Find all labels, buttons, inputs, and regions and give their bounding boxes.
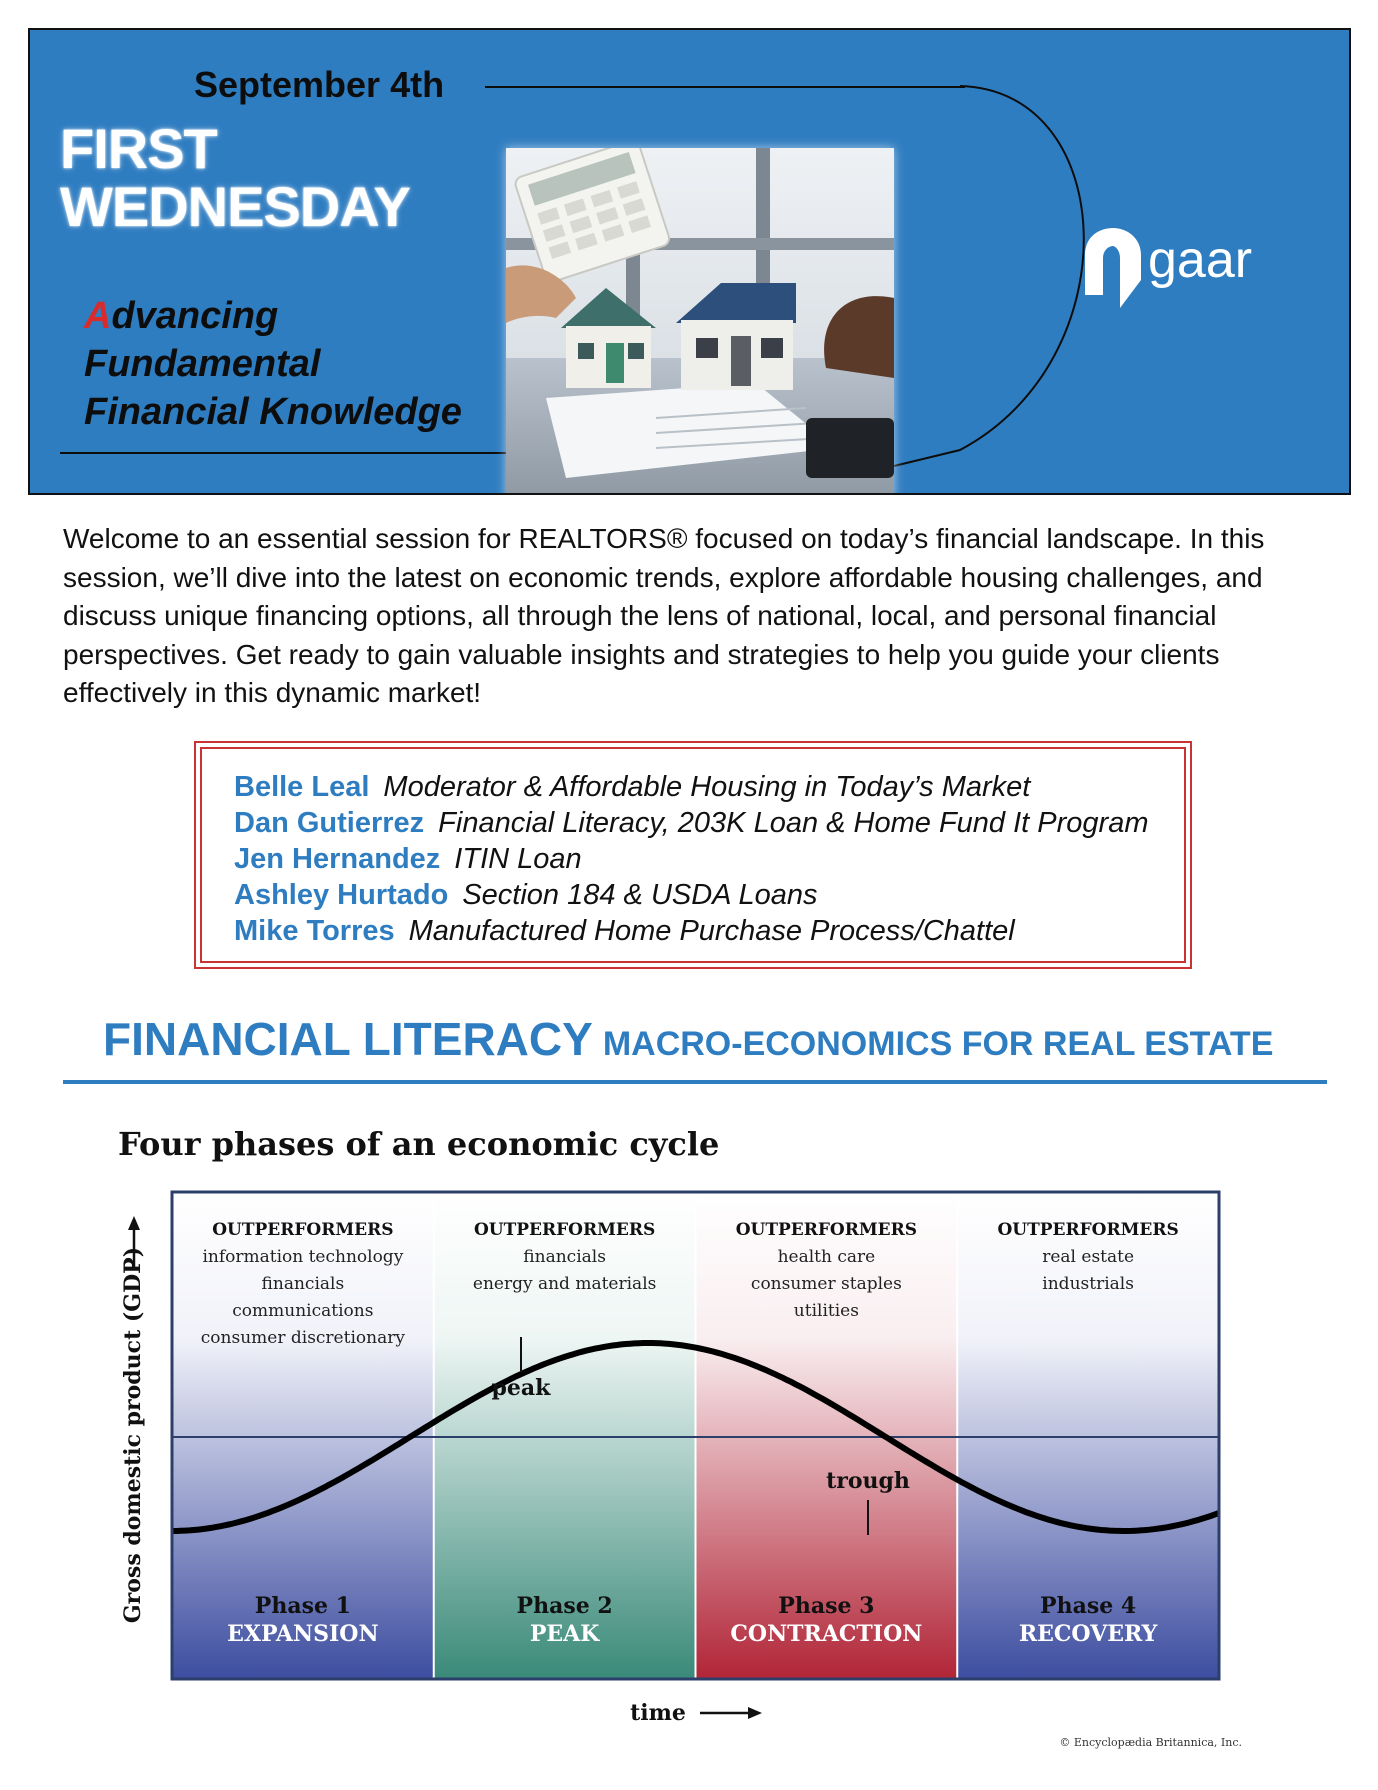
peak-label: peak (491, 1375, 551, 1401)
speaker-topic: Section 184 & USDA Loans (462, 879, 818, 911)
phase-number: Phase 2 (516, 1593, 613, 1619)
speaker-topic: Financial Literacy, 203K Loan & Home Fund It Program (438, 807, 1149, 839)
sector-label: information technology (202, 1247, 404, 1267)
intro-paragraph: Welcome to an essential session for REALTORS® focused on today’s financial landscape. In this session, we’ll dive into the latest on economic trends, explore affordable housing challenges, and discuss unique financing options, all through the lens of national, local, and personal financial perspectives. Get ready to gain valuable insights and strategies to help you guide your clients effectively in this dynamic market! (63, 523, 1265, 708)
sector-label: health care (777, 1247, 876, 1267)
sector-label: financials (523, 1247, 606, 1267)
sector-label: communications (232, 1301, 374, 1321)
sector-label: consumer discretionary (200, 1328, 405, 1348)
chart-title: Four phases of an economic cycle (118, 1125, 720, 1163)
sector-label: industrials (1042, 1274, 1134, 1294)
phase-number: Phase 4 (1040, 1593, 1137, 1619)
subtitle-line3: Financial Knowledge (84, 391, 462, 433)
phase-name: EXPANSION (227, 1621, 379, 1647)
speaker-topic: Manufactured Home Purchase Process/Chattel (408, 915, 1015, 947)
outperformers-heading: OUTPERFORMERS (735, 1220, 918, 1240)
trough-label: trough (826, 1468, 910, 1494)
subtitle-line1: dvancing (111, 295, 279, 337)
outperformers-heading: OUTPERFORMERS (473, 1220, 656, 1240)
event-title-line2: WEDNESDAY (60, 175, 410, 238)
speaker-name: Dan Gutierrez (234, 807, 425, 839)
speaker-topic: Moderator & Affordable Housing in Today’s Market (383, 771, 1031, 803)
sector-label: financials (261, 1274, 345, 1294)
phase-name: PEAK (529, 1621, 600, 1647)
sector-label: consumer staples (750, 1274, 902, 1294)
speaker-name: Belle Leal (234, 771, 370, 803)
subtitle-line2: Fundamental (84, 343, 321, 385)
section-title: FINANCIAL LITERACY (103, 1013, 593, 1065)
phase-name: CONTRACTION (730, 1621, 923, 1647)
logo-wordmark: gaar (1148, 231, 1253, 289)
speaker-topic: ITIN Loan (454, 843, 582, 875)
sector-label: energy and materials (472, 1274, 657, 1294)
sector-label: real estate (1042, 1247, 1135, 1267)
phase-number: Phase 3 (778, 1593, 875, 1619)
x-axis-arrowhead (748, 1707, 762, 1719)
sector-label: utilities (793, 1301, 859, 1321)
subtitle-initial: A (84, 295, 112, 337)
y-axis-arrowhead (128, 1216, 140, 1230)
event-date: September 4th (194, 64, 445, 105)
x-axis-label: time (630, 1700, 686, 1726)
speaker-name: Jen Hernandez (234, 843, 441, 875)
chart-credit: © Encyclopædia Britannica, Inc. (1059, 1736, 1242, 1749)
section-subtitle: MACRO-ECONOMICS FOR REAL ESTATE (602, 1025, 1274, 1063)
speaker-name: Ashley Hurtado (234, 879, 449, 911)
outperformers-heading: OUTPERFORMERS (212, 1220, 394, 1240)
phase-number: Phase 1 (254, 1593, 351, 1619)
phase-name: RECOVERY (1018, 1621, 1158, 1647)
outperformers-heading: OUTPERFORMERS (997, 1220, 1179, 1240)
y-axis-label: Gross domestic product (GDP) (120, 1246, 146, 1624)
speaker-name: Mike Torres (234, 915, 395, 947)
event-title-line1: FIRST (60, 117, 217, 180)
